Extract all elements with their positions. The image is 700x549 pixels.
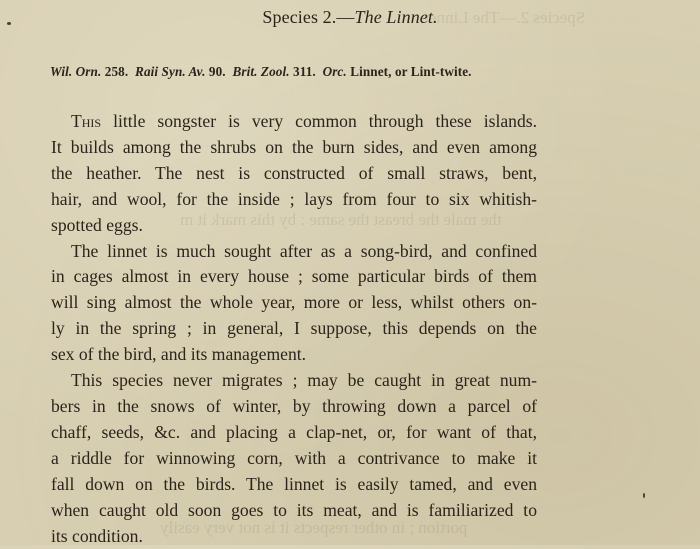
running-head xyxy=(0,7,700,28)
text-line: This little songster is very common through these islands. xyxy=(51,109,537,135)
reference-number: 90. xyxy=(209,64,226,79)
text-line: when caught old soon goes to its meat, and is familiarized to xyxy=(51,498,537,524)
paragraph-2 xyxy=(51,239,537,369)
reference-source: Wil. Orn. xyxy=(50,64,101,79)
text-line: will sing almost the whole year, more or less, whilst others on- xyxy=(51,290,537,316)
text-line: ly in the spring ; in general, I suppose, this depends on the xyxy=(51,316,537,342)
text-line: chaff, seeds, &c. and placing a clap-net, or, for want of that, xyxy=(51,420,537,446)
text-line: This species never migrates ; may be caught in great num- xyxy=(51,368,537,394)
text-line: spotted eggs. xyxy=(51,213,537,239)
text-line: fall down on the birds. The linnet is easily tamed, and even xyxy=(51,472,537,498)
reference-source: Brit. Zool. xyxy=(232,64,289,79)
reference-number: 311. xyxy=(293,64,316,79)
paragraph-3 xyxy=(51,368,537,549)
small-caps-lead: This xyxy=(71,111,101,131)
body-text xyxy=(51,109,537,549)
bleed-through-text: Species 2.—The Linnet. xyxy=(420,8,585,28)
text-line: the heather. The nest is constructed of small straws, bent, xyxy=(51,161,537,187)
bleed-through-text: portion ; in other respects it is not very easily xyxy=(160,518,467,538)
running-head-prefix: Species 2.— xyxy=(262,7,354,27)
reference-number: 258. xyxy=(105,64,128,79)
reference-source: Raii Syn. Av. xyxy=(135,64,205,79)
text-line: hair, and wool, for the inside ; lays from four to six whitish- xyxy=(51,187,537,213)
paragraph-1 xyxy=(51,109,537,239)
running-head-title: The Linnet. xyxy=(354,7,437,27)
reference-number: Linnet, or Lint-twite. xyxy=(350,64,471,79)
paper-speck xyxy=(643,493,645,498)
text-line: its condition. xyxy=(51,524,537,549)
text-line: It builds among the shrubs on the burn sides, and even among xyxy=(51,135,537,161)
text-line: bers in the snows of winter, by throwing down a parcel of xyxy=(51,394,537,420)
text-line: in cages almost in every house ; some particular birds of them xyxy=(51,264,537,290)
reference-source: Orc. xyxy=(323,64,347,79)
text-line: sex of the bird, and its management. xyxy=(51,342,537,368)
references-line xyxy=(50,64,472,80)
bleed-through-text: the male the breast the same : by this mark it m xyxy=(180,210,502,230)
text-line: a riddle for winnowing corn, with a contrivance to make it xyxy=(51,446,537,472)
text-line: The linnet is much sought after as a song-bird, and confined xyxy=(51,239,537,265)
